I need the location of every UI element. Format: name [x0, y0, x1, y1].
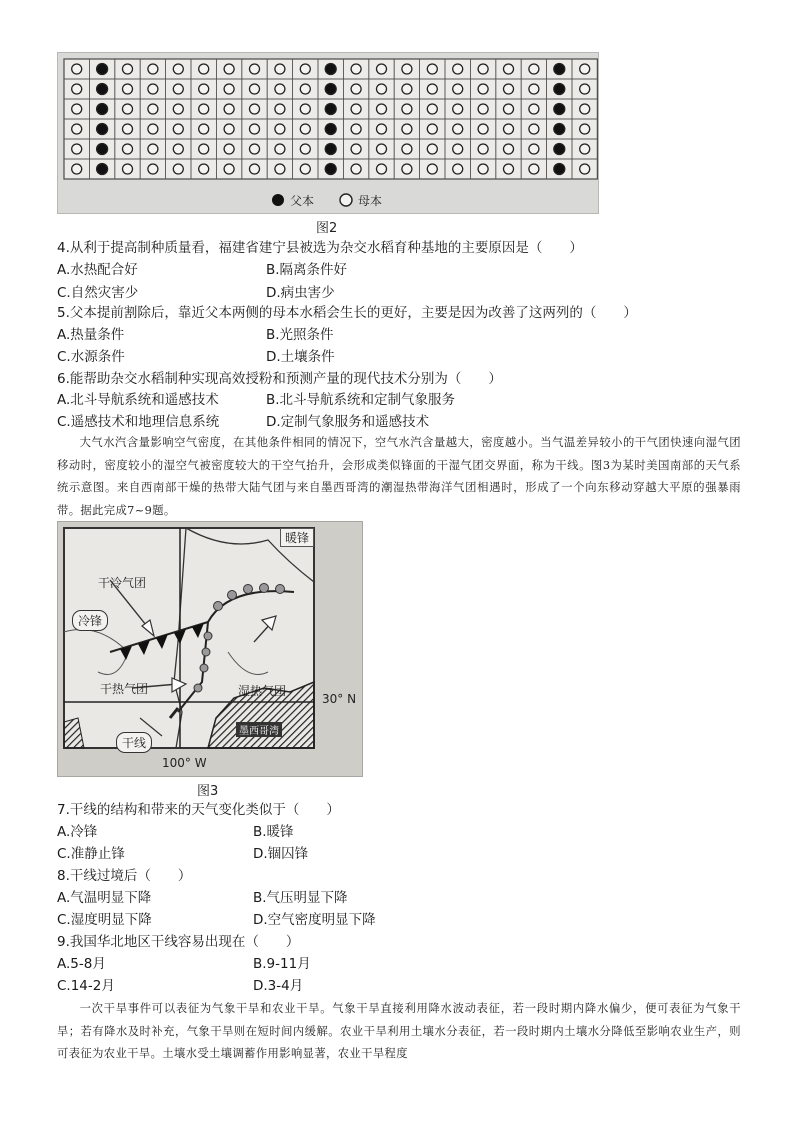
- mother-plant: [148, 64, 158, 74]
- q4-option-c: C.自然灾害少: [57, 285, 139, 301]
- q7-option-b: B.暖锋: [253, 824, 294, 840]
- mother-plant: [453, 164, 463, 174]
- mother-plant: [123, 164, 133, 174]
- legend-mother-label: 母本: [358, 194, 383, 208]
- q4-stem: 4.从利于提高制种质量看，福建省建宁县被选为杂交水稻育种基地的主要原因是（ ）: [57, 240, 583, 256]
- q9-option-c: C.14-2月: [57, 978, 115, 994]
- mother-plant: [377, 144, 387, 154]
- mother-plant: [199, 144, 209, 154]
- mother-plant: [529, 64, 539, 74]
- legend-father-label: 父本: [290, 194, 315, 208]
- mother-plant: [453, 64, 463, 74]
- mother-plant: [377, 104, 387, 114]
- mother-plant: [478, 124, 488, 134]
- mother-plant: [250, 84, 260, 94]
- mother-plant: [529, 84, 539, 94]
- mother-plant: [504, 164, 514, 174]
- mother-plant: [580, 124, 590, 134]
- mother-plant: [377, 124, 387, 134]
- passage-dry-line-text: 大气水汽含量影响空气密度，在其他条件相同的情况下，空气水汽含量越大，密度越小。当气温差异较小的干气团快速向湿气团移动时，密度较小的湿空气被密度较大的干空气抬升，会形成类似锋面的干湿气团交界面，称为干线。图3为某时美国南部的天气系统示意图。来自西南部干燥的热带大陆气团与来自墨西哥湾的潮湿热带海洋气团相遇时，形成了一个向东移动穿越大平原的强暴雨带。据此完成7~9题。: [57, 436, 741, 517]
- q7-option-a: A.冷锋: [57, 824, 98, 840]
- q8-stem: 8.干线过境后（ ）: [57, 868, 192, 884]
- father-plant: [554, 64, 565, 75]
- mother-plant: [351, 64, 361, 74]
- mother-plant: [402, 144, 412, 154]
- q5-option-d: D.土壤条件: [266, 349, 335, 365]
- father-plant: [97, 104, 108, 115]
- figure-3-caption: 图3: [197, 784, 219, 799]
- mother-plant: [250, 104, 260, 114]
- mother-plant: [377, 164, 387, 174]
- mother-plant: [224, 84, 234, 94]
- mother-plant: [300, 104, 310, 114]
- father-plant: [325, 84, 336, 95]
- mother-plant: [504, 124, 514, 134]
- mother-plant: [351, 164, 361, 174]
- mother-plant: [300, 164, 310, 174]
- father-plant: [97, 64, 108, 75]
- q4-option-a: A.水热配合好: [57, 262, 138, 278]
- mother-plant: [199, 124, 209, 134]
- mother-plant: [504, 84, 514, 94]
- mother-plant: [148, 164, 158, 174]
- mother-plant: [377, 84, 387, 94]
- longitude-label: 100° W: [162, 756, 207, 770]
- mother-plant: [478, 84, 488, 94]
- father-plant: [554, 124, 565, 135]
- q7-option-d: D.锢囚锋: [253, 846, 309, 862]
- mother-plant: [173, 124, 183, 134]
- q7-option-c: C.准静止锋: [57, 846, 125, 862]
- mother-plant: [580, 64, 590, 74]
- mother-plant: [275, 104, 285, 114]
- mother-plant: [199, 64, 209, 74]
- mother-plant: [199, 164, 209, 174]
- mother-plant: [453, 84, 463, 94]
- mother-plant: [275, 144, 285, 154]
- passage-dry-line: [57, 432, 741, 522]
- q5-option-b: B.光照条件: [266, 327, 334, 343]
- q9-option-a: A.5-8月: [57, 956, 106, 972]
- passage-drought-text: 一次干旱事件可以表征为气象干旱和农业干旱。气象干旱直接利用降水波动表征，若一段时期内降水偏少，便可表征为气象干旱；若有降水及时补充，气象干旱则在短时间内缓解。农业干旱利用土壤水分表征，若一段时期内土壤水分降低至影响农业生产，则可表征为农业干旱。土壤水受土壤调蓄作用影响显著，农业干旱程度: [57, 1002, 741, 1060]
- mother-plant: [478, 64, 488, 74]
- mother-plant: [402, 164, 412, 174]
- father-plant: [554, 104, 565, 115]
- humid-hot-air-label: 湿热气团: [238, 684, 287, 698]
- mother-plant: [300, 84, 310, 94]
- mother-plant: [173, 64, 183, 74]
- legend-mother-symbol: [340, 194, 352, 206]
- mother-plant: [427, 64, 437, 74]
- mother-plant: [275, 64, 285, 74]
- q8-option-a: A.气温明显下降: [57, 890, 152, 906]
- mother-plant: [300, 124, 310, 134]
- mother-plant: [529, 164, 539, 174]
- father-plant: [325, 104, 336, 115]
- q9-option-d: D.3-4月: [253, 978, 304, 994]
- mother-plant: [453, 104, 463, 114]
- mother-plant: [580, 164, 590, 174]
- mother-plant: [427, 164, 437, 174]
- q6-option-a: A.北斗导航系统和遥感技术: [57, 392, 219, 408]
- mother-plant: [123, 144, 133, 154]
- mother-plant: [224, 124, 234, 134]
- mother-plant: [453, 144, 463, 154]
- mother-plant: [275, 124, 285, 134]
- passage-drought: [57, 998, 741, 1066]
- mother-plant: [478, 144, 488, 154]
- q4-option-d: D.病虫害少: [266, 285, 335, 301]
- mother-plant: [427, 84, 437, 94]
- mother-plant: [529, 104, 539, 114]
- cold-front-label: 冷锋: [72, 610, 108, 631]
- gulf-label: 墨西哥湾: [236, 722, 282, 737]
- mother-plant: [173, 164, 183, 174]
- mother-plant: [250, 164, 260, 174]
- mother-plant: [123, 84, 133, 94]
- mother-plant: [504, 64, 514, 74]
- mother-plant: [529, 124, 539, 134]
- mother-plant: [148, 84, 158, 94]
- mother-plant: [351, 84, 361, 94]
- q5-option-a: A.热量条件: [57, 327, 125, 343]
- mother-plant: [427, 124, 437, 134]
- weather-map-drawing: [58, 522, 362, 776]
- mother-plant: [427, 144, 437, 154]
- mother-plant: [377, 64, 387, 74]
- legend-father-symbol: [272, 194, 284, 206]
- father-plant: [325, 144, 336, 155]
- mother-plant: [224, 144, 234, 154]
- mother-plant: [300, 64, 310, 74]
- father-plant: [97, 84, 108, 95]
- mother-plant: [250, 144, 260, 154]
- mother-plant: [427, 104, 437, 114]
- latitude-label: 30° N: [322, 692, 357, 706]
- father-plant: [554, 84, 565, 95]
- mother-plant: [402, 124, 412, 134]
- mother-plant: [148, 124, 158, 134]
- father-plant: [325, 64, 336, 75]
- father-plant: [97, 164, 108, 175]
- mother-plant: [402, 64, 412, 74]
- mother-plant: [72, 104, 82, 114]
- q9-option-b: B.9-11月: [253, 956, 311, 972]
- mother-plant: [224, 104, 234, 114]
- q5-option-c: C.水源条件: [57, 349, 125, 365]
- q8-option-d: D.空气密度明显下降: [253, 912, 376, 928]
- mother-plant: [224, 164, 234, 174]
- mother-plant: [72, 164, 82, 174]
- mother-plant: [123, 104, 133, 114]
- mother-plant: [351, 144, 361, 154]
- mother-plant: [300, 144, 310, 154]
- dry-line-label: 干线: [116, 732, 152, 753]
- father-plant: [325, 124, 336, 135]
- mother-plant: [351, 124, 361, 134]
- q5-stem: 5.父本提前割除后，靠近父本两侧的母本水稻会生长的更好，主要是因为改善了这两列的（ ）: [57, 305, 637, 321]
- warm-front-label: 暖锋: [280, 528, 314, 547]
- father-plant: [554, 144, 565, 155]
- mother-plant: [72, 84, 82, 94]
- father-plant: [97, 124, 108, 135]
- mother-plant: [275, 84, 285, 94]
- q9-stem: 9.我国华北地区干线容易出现在（ ）: [57, 934, 300, 950]
- mother-plant: [580, 144, 590, 154]
- q6-option-d: D.定制气象服务和遥感技术: [266, 414, 430, 430]
- q6-option-c: C.遥感技术和地理信息系统: [57, 414, 220, 430]
- figure-2-caption: 图2: [316, 221, 338, 236]
- mother-plant: [72, 124, 82, 134]
- q6-option-b: B.北斗导航系统和定制气象服务: [266, 392, 456, 408]
- mother-plant: [250, 64, 260, 74]
- mother-plant: [504, 144, 514, 154]
- mother-plant: [402, 104, 412, 114]
- dry-cold-air-label: 干冷气团: [98, 576, 147, 590]
- mother-plant: [148, 104, 158, 114]
- mother-plant: [351, 104, 361, 114]
- mother-plant: [224, 64, 234, 74]
- mother-plant: [173, 144, 183, 154]
- q8-option-b: B.气压明显下降: [253, 890, 348, 906]
- mother-plant: [173, 84, 183, 94]
- mother-plant: [580, 84, 590, 94]
- mother-plant: [123, 64, 133, 74]
- planting-grid: [58, 53, 598, 213]
- mother-plant: [453, 124, 463, 134]
- mother-plant: [148, 144, 158, 154]
- mother-plant: [402, 84, 412, 94]
- mother-plant: [580, 104, 590, 114]
- q8-option-c: C.湿度明显下降: [57, 912, 152, 928]
- mother-plant: [529, 144, 539, 154]
- dry-hot-air-label: 干热气团: [100, 682, 149, 696]
- mother-plant: [72, 64, 82, 74]
- father-plant: [97, 144, 108, 155]
- mother-plant: [250, 124, 260, 134]
- q4-option-b: B.隔离条件好: [266, 262, 348, 278]
- q6-stem: 6.能帮助杂交水稻制种实现高效授粉和预测产量的现代技术分别为（ ）: [57, 371, 502, 387]
- mother-plant: [478, 164, 488, 174]
- mother-plant: [199, 104, 209, 114]
- mother-plant: [199, 84, 209, 94]
- mother-plant: [504, 104, 514, 114]
- mother-plant: [173, 104, 183, 114]
- mother-plant: [123, 124, 133, 134]
- figure-3-weather-map: [57, 521, 363, 777]
- figure-2-planting-diagram: [57, 52, 599, 214]
- mother-plant: [72, 144, 82, 154]
- mother-plant: [478, 104, 488, 114]
- mother-plant: [275, 164, 285, 174]
- q7-stem: 7.干线的结构和带来的天气变化类似于（ ）: [57, 802, 340, 818]
- father-plant: [325, 164, 336, 175]
- father-plant: [554, 164, 565, 175]
